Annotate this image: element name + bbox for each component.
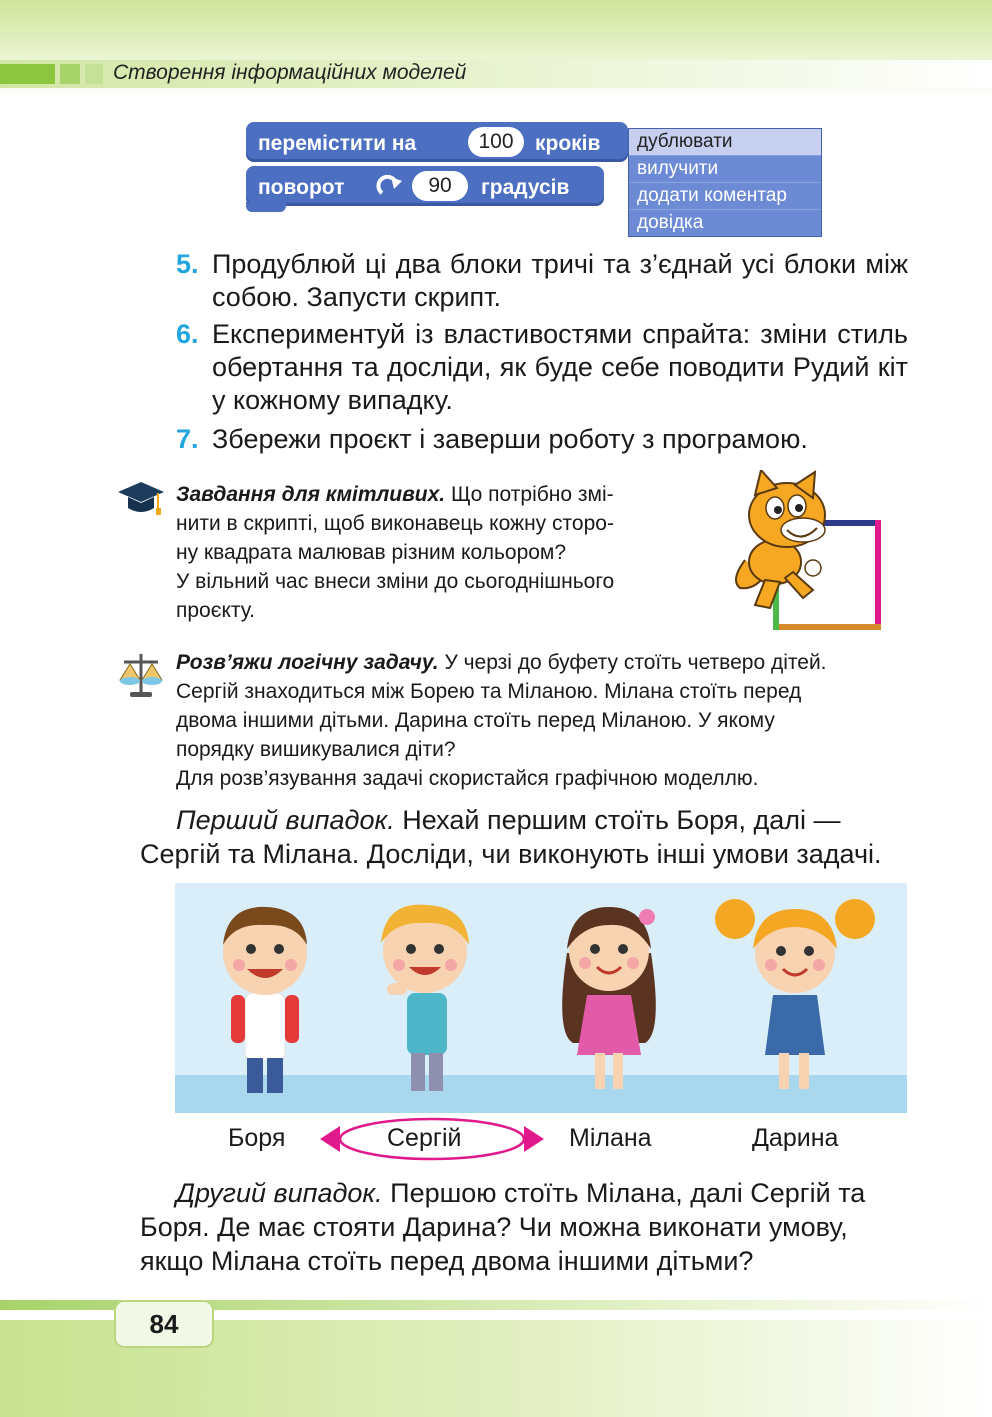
move-unit: кроків [535,132,601,155]
logic-line: Для розв’язування задачі скористайся графічною моделлю. [176,767,759,790]
logic-line: двома іншими дітьми. Дарина стоїть перед Міланою. У якому [176,709,775,732]
task-line: У вільний час внеси зміни до сьогоднішнього [176,570,615,593]
task-line: ну квадрата малював різним кольором? [176,541,567,564]
step-text: Продублюй ці два блоки тричі та з’єднай усі блоки між собою. Запусти скрипт. [212,249,908,312]
header-decor [60,64,80,84]
step-number: 5. [176,249,199,279]
header-decor [0,64,55,84]
menu-item-delete[interactable]: вилучити [629,155,821,182]
name-borya: Боря [228,1124,286,1152]
task-title: Завдання для кмітливих. [176,483,446,506]
move-steps-input[interactable]: 100 [468,127,524,157]
menu-item-add-comment[interactable]: додати коментар [629,182,821,209]
menu-item-duplicate[interactable]: дублювати [629,129,821,155]
case-2-line: Боря. Де має стояти Дарина? Чи можна виконати умову, [140,1212,848,1242]
turn-degrees-input[interactable]: 90 [412,171,468,201]
move-label: перемістити на [258,132,417,155]
name-sergiy: Сергій [387,1124,462,1152]
step-5 [176,248,908,316]
case-2-line: Першою стоїть Мілана, далі Сергій та [390,1178,866,1208]
case-1-label: Перший випадок. [176,805,395,835]
logic-line: Сергій знаходиться між Борею та Міланою. Мілана стоїть перед [176,680,802,703]
header-decor [85,64,103,84]
task-line: проєкту. [176,599,255,622]
case-1-line: Нехай першим стоїть Боря, далі — [402,805,841,835]
name-daryna: Дарина [752,1124,839,1152]
logic-title: Розв’яжи логічну задачу. [176,651,439,674]
step-6 [176,318,908,420]
step-number: 6. [176,319,199,349]
logic-task-block [176,648,911,793]
name-milana: Мілана [569,1124,652,1152]
block-notch [246,202,286,212]
children-illustration [175,883,907,1113]
turn-block[interactable] [246,166,604,206]
case-2-label: Другий випадок. [176,1178,383,1208]
graduation-cap-icon [116,478,166,518]
turn-label: поворот [258,176,345,199]
step-7 [176,423,908,457]
step-text: Експериментуй із властивостями спрайта: зміни стиль обертання та досліди, як буде себе поводити Рудий кіт у кожному випадку. [212,319,908,415]
task-block [176,480,696,625]
page-header-title: Створення інформаційних моделей [113,61,467,84]
case-2-paragraph [140,1176,910,1278]
step-text: Збережи проєкт і заверши роботу з програмою. [212,424,808,454]
context-menu [628,128,822,237]
case-2-line: якщо Мілана стоїть перед двома іншими дітьми? [140,1246,754,1276]
task-line: нити в скрипті, щоб виконавець кожну сторо- [176,512,614,535]
scales-icon [118,650,164,698]
step-number: 7. [176,424,199,454]
scratch-cat-square-illustration [725,470,890,635]
move-block[interactable] [246,122,628,162]
menu-item-help[interactable]: довідка [629,209,821,236]
logic-line: У черзі до буфету стоїть четверо дітей. [444,651,827,674]
case-1-paragraph [140,803,910,871]
task-line: Що потрібно змі- [450,483,614,506]
page-number: 84 [114,1300,214,1348]
rotate-clockwise-icon [376,175,404,199]
logic-line: порядку вишикувалися діти? [176,738,456,761]
turn-unit: градусів [481,176,570,199]
case-1-line: Сергій та Мілана. Досліди, чи виконують інші умови задачі. [140,839,882,869]
